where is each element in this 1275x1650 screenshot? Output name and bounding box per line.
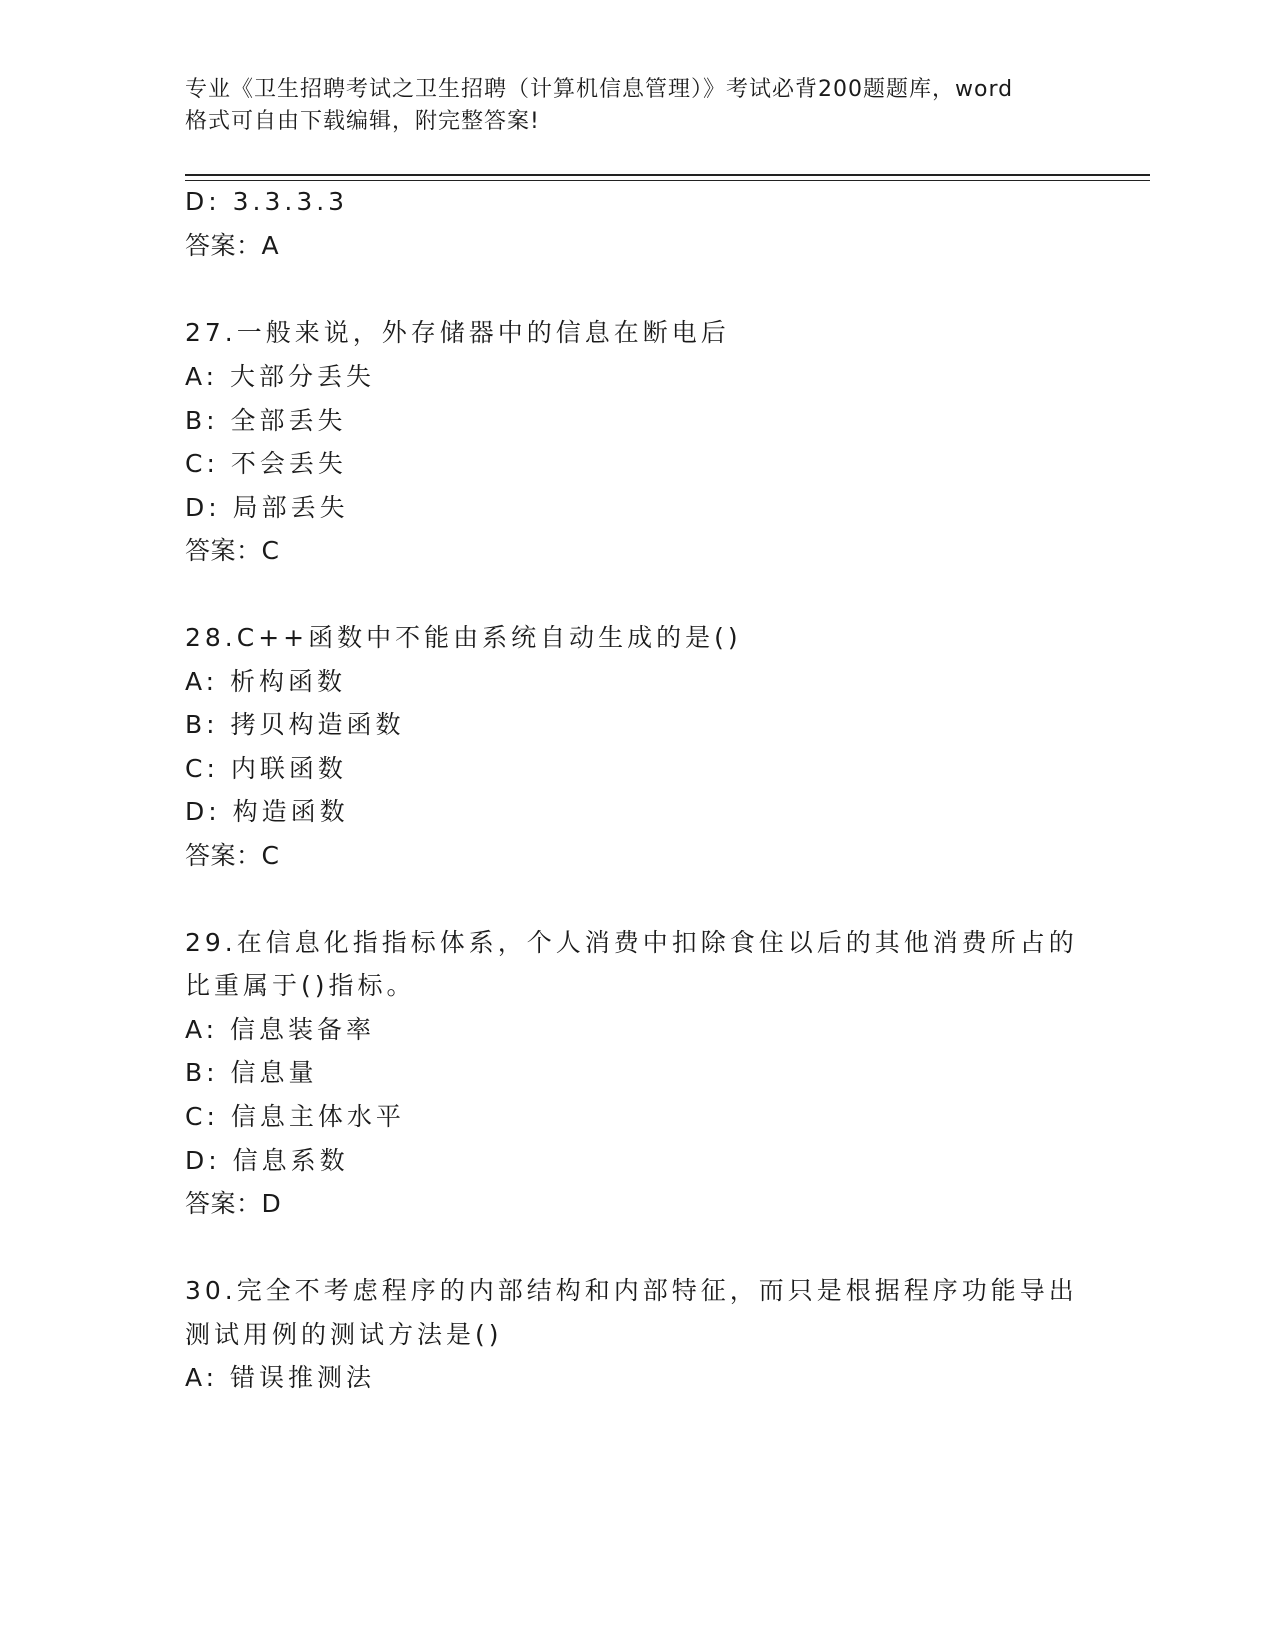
question-30-stem-line-2: 测试用例的测试方法是() [185, 1320, 503, 1349]
header-line-1: 专业《卫生招聘考试之卫生招聘（计算机信息管理）》考试必背200题题库，word [185, 77, 1014, 102]
question-28-option-b: B: 拷贝构造函数 [185, 710, 405, 739]
prev-option-d: D: 3.3.3.3 [185, 187, 349, 216]
document-header [185, 74, 1085, 138]
prev-answer: 答案：A [185, 231, 280, 260]
question-28-option-c: C: 内联函数 [185, 754, 347, 783]
question-27-option-c: C: 不会丢失 [185, 449, 347, 478]
question-28-stem: 28.C++函数中不能由系统自动生成的是() [185, 623, 742, 652]
header-line-2: 格式可自由下载编辑，附完整答案! [185, 109, 540, 134]
header-divider-thin [185, 180, 1150, 181]
question-29-stem-line-1: 29.在信息化指指标体系，个人消费中扣除食住以后的其他消费所占的 [185, 928, 1078, 957]
question-28-option-d: D: 构造函数 [185, 797, 349, 826]
question-29-option-a: A: 信息装备率 [185, 1015, 376, 1044]
question-29-option-c: C: 信息主体水平 [185, 1102, 405, 1131]
question-27-option-a: A: 大部分丢失 [185, 362, 376, 391]
question-27-stem: 27.一般来说，外存储器中的信息在断电后 [185, 318, 730, 347]
question-27-option-b: B: 全部丢失 [185, 406, 347, 435]
question-28-option-a: A: 析构函数 [185, 667, 347, 696]
question-29-stem-line-2: 比重属于()指标。 [185, 971, 416, 1000]
question-28-answer: 答案：C [185, 841, 280, 870]
question-30-stem-line-1: 30.完全不考虑程序的内部结构和内部特征，而只是根据程序功能导出 [185, 1276, 1078, 1305]
question-29-answer: 答案：D [185, 1189, 282, 1218]
question-30-option-a: A: 错误推测法 [185, 1363, 376, 1392]
question-27-option-d: D: 局部丢失 [185, 493, 349, 522]
question-29-option-d: D: 信息系数 [185, 1146, 349, 1175]
question-27-answer: 答案：C [185, 536, 280, 565]
question-29-option-b: B: 信息量 [185, 1058, 318, 1087]
header-divider-thick [185, 174, 1150, 176]
